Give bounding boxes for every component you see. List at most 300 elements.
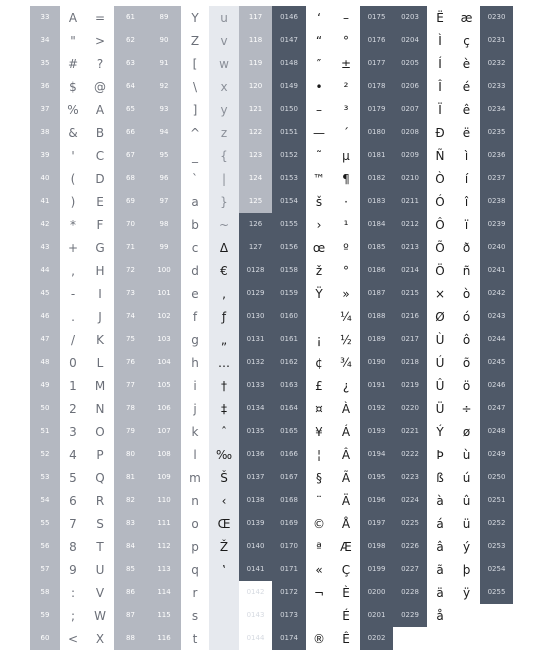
char-glyph: É: [342, 608, 350, 623]
char-glyph: b: [191, 217, 199, 232]
char-glyph: ]: [192, 102, 198, 117]
char-glyph: Δ: [219, 240, 229, 255]
char-code: 40: [40, 174, 50, 182]
char-glyph: q: [191, 562, 199, 577]
char-code: 0200: [367, 588, 386, 596]
char-glyph: h: [191, 355, 199, 370]
char-code: 109: [157, 473, 171, 481]
char-glyph: –: [316, 102, 322, 117]
char-code: 0173: [280, 611, 298, 619]
char-code: 66: [126, 128, 135, 136]
char-glyph: \: [192, 79, 198, 94]
char-code: 0198: [367, 542, 386, 550]
char-code: 0159: [280, 289, 298, 297]
char-glyph: â: [436, 539, 444, 554]
char-glyph: X: [95, 631, 105, 646]
char-code: 0197: [367, 519, 386, 527]
char-glyph: ‡: [221, 401, 227, 416]
char-glyph: 7: [69, 516, 77, 531]
char-code: 101: [157, 289, 171, 297]
char-code: 0146: [280, 13, 298, 21]
char-code: 113: [157, 565, 171, 573]
char-glyph: á: [436, 516, 444, 531]
char-glyph: ¶: [342, 171, 350, 186]
char-glyph: A: [68, 10, 78, 25]
char-code: 82: [126, 496, 135, 504]
char-glyph: û: [462, 493, 471, 508]
char-glyph: x: [220, 79, 228, 94]
char-code: 0196: [367, 496, 386, 504]
char-glyph: 5: [69, 470, 77, 485]
char-glyph: Þ: [436, 447, 444, 462]
char-code: 71: [126, 243, 135, 251]
char-glyph: Ã: [341, 470, 351, 485]
char-code: 0221: [401, 427, 419, 435]
char-glyph: [: [192, 56, 198, 71]
char-code: 52: [40, 450, 50, 458]
char-glyph: ñ: [462, 263, 471, 278]
char-glyph: §: [316, 470, 322, 485]
char-glyph: ð: [462, 240, 471, 255]
char-glyph: ¥: [315, 424, 323, 439]
char-glyph: Ø: [435, 309, 445, 324]
char-code: 0255: [487, 588, 506, 596]
char-glyph: Ÿ: [315, 286, 323, 301]
char-glyph: ¢: [315, 355, 323, 370]
char-code: 0241: [487, 266, 506, 274]
char-code: 0163: [280, 381, 298, 389]
char-code: 0177: [367, 59, 386, 67]
char-code: 68: [126, 174, 135, 182]
char-glyph: ~: [218, 217, 230, 232]
char-glyph: 3: [69, 424, 77, 439]
char-glyph: ´: [343, 125, 349, 140]
char-code: 0239: [487, 220, 506, 228]
char-glyph: V: [95, 585, 105, 600]
char-code: 117: [248, 13, 263, 21]
char-code: 0166: [280, 450, 298, 458]
char-glyph: ï: [464, 217, 469, 232]
char-glyph: y: [220, 102, 228, 117]
char-glyph: I: [98, 286, 102, 301]
char-glyph: z: [220, 125, 228, 140]
char-code: 0164: [280, 404, 298, 412]
char-code: 0223: [401, 473, 419, 481]
char-code: 110: [157, 496, 171, 504]
char-glyph: æ: [460, 10, 473, 25]
char-glyph: 1: [69, 378, 77, 393]
char-glyph: 0: [69, 355, 77, 370]
char-code: 107: [157, 427, 171, 435]
char-glyph: “: [315, 33, 323, 48]
char-code: 0233: [487, 82, 506, 90]
char-glyph: Ü: [435, 401, 445, 416]
char-code: 50: [40, 404, 50, 412]
char-code: 0169: [280, 519, 298, 527]
char-glyph: ë: [462, 125, 471, 140]
char-glyph: $: [69, 79, 77, 94]
char-glyph: o: [191, 516, 199, 531]
char-code: 42: [40, 220, 50, 228]
char-glyph: à: [436, 493, 444, 508]
char-code: 0227: [401, 565, 419, 573]
char-glyph: Ó: [435, 194, 445, 209]
char-glyph: À: [341, 401, 351, 416]
char-glyph: Ñ: [435, 148, 445, 163]
char-glyph: ': [71, 148, 75, 163]
char-glyph: F: [96, 217, 104, 232]
char-glyph: P: [96, 447, 104, 462]
char-code: 0149: [280, 82, 298, 90]
char-code: 0132: [246, 358, 265, 366]
char-code: 0225: [401, 519, 419, 527]
char-glyph: N: [95, 401, 105, 416]
char-glyph: v: [220, 33, 228, 48]
char-code: 94: [159, 128, 169, 136]
char-glyph: }: [220, 194, 228, 209]
char-code: 0185: [367, 243, 386, 251]
char-glyph: -: [70, 286, 76, 301]
char-glyph: È: [342, 585, 350, 600]
char-glyph: Å: [341, 516, 351, 531]
char-code: 118: [248, 36, 263, 44]
char-code: 59: [40, 611, 50, 619]
char-code: 108: [157, 450, 171, 458]
char-glyph: r: [192, 585, 198, 600]
char-code: 0175: [367, 13, 386, 21]
char-code: 0174: [280, 634, 298, 642]
char-code: 74: [126, 312, 135, 320]
char-code: 61: [126, 13, 135, 21]
char-code: 0130: [246, 312, 265, 320]
char-code: 0228: [401, 588, 419, 596]
char-glyph: ™: [313, 171, 325, 186]
char-code: 36: [40, 82, 50, 90]
char-code: 0150: [280, 105, 298, 113]
char-glyph: Ë: [436, 10, 444, 25]
char-code: 124: [248, 174, 263, 182]
char-code: 0178: [367, 82, 386, 90]
char-code: 0160: [280, 312, 298, 320]
char-glyph: >: [94, 33, 106, 48]
char-glyph: ú: [462, 470, 471, 485]
char-glyph: w: [219, 56, 229, 71]
char-glyph: A: [95, 102, 105, 117]
char-code: 99: [159, 243, 169, 251]
char-code: 122: [248, 128, 263, 136]
char-glyph: l: [193, 447, 197, 462]
char-code: 0141: [246, 565, 265, 573]
char-code: 0238: [487, 197, 506, 205]
char-glyph: š: [315, 194, 323, 209]
char-code: 0131: [246, 335, 265, 343]
char-code: 0165: [280, 427, 298, 435]
char-glyph: Ð: [435, 125, 445, 140]
char-glyph: ¼: [340, 309, 352, 324]
char-code: 0180: [367, 128, 386, 136]
char-code: 0129: [246, 289, 265, 297]
char-code: 0217: [401, 335, 419, 343]
char-glyph: 6: [69, 493, 77, 508]
char-code: 0170: [280, 542, 298, 550]
char-code: 0211: [401, 197, 419, 205]
char-glyph: ª: [316, 539, 322, 554]
char-code: 0201: [367, 611, 386, 619]
char-glyph: #: [67, 56, 79, 71]
char-glyph: d: [191, 263, 199, 278]
char-code: 111: [157, 519, 171, 527]
char-glyph: (: [70, 171, 76, 186]
char-glyph: ^: [189, 125, 201, 140]
char-code: 89: [159, 13, 169, 21]
char-code: 56: [40, 542, 50, 550]
char-glyph: ê: [462, 102, 471, 117]
char-code: 0243: [487, 312, 506, 320]
char-code: 0251: [487, 496, 506, 504]
char-glyph: ³: [343, 102, 349, 117]
char-glyph: Z: [190, 33, 200, 48]
char-glyph: 4: [69, 447, 77, 462]
char-glyph: u: [220, 10, 228, 25]
char-glyph: a: [191, 194, 199, 209]
char-glyph: œ: [312, 240, 326, 255]
char-glyph: ¤: [315, 401, 323, 416]
char-code: 0136: [246, 450, 265, 458]
char-glyph: —: [313, 125, 325, 140]
char-code: 0187: [367, 289, 386, 297]
char-glyph: &: [68, 125, 78, 140]
char-glyph: _: [192, 148, 198, 163]
char-glyph: µ: [342, 148, 350, 163]
char-glyph: L: [96, 355, 104, 370]
char-code: 90: [159, 36, 169, 44]
char-glyph: :: [70, 585, 76, 600]
char-glyph: /: [70, 332, 76, 347]
char-glyph: e: [191, 286, 199, 301]
char-glyph: <: [67, 631, 79, 646]
char-code: 0153: [280, 174, 298, 182]
char-glyph: U: [95, 562, 105, 577]
char-code: 57: [40, 565, 50, 573]
char-glyph: „: [220, 332, 228, 347]
char-code: 0248: [487, 427, 506, 435]
char-code: 73: [126, 289, 135, 297]
char-code: 0199: [367, 565, 386, 573]
char-code: 76: [126, 358, 135, 366]
char-code: 0229: [401, 611, 419, 619]
char-glyph: ¦: [316, 447, 322, 462]
char-code: 0156: [280, 243, 298, 251]
char-code: 88: [126, 634, 135, 642]
char-glyph: n: [191, 493, 199, 508]
char-code: 0203: [401, 13, 419, 21]
char-code: 0168: [280, 496, 298, 504]
char-code: 0235: [487, 128, 506, 136]
char-glyph: Ä: [341, 493, 351, 508]
char-code: 78: [126, 404, 135, 412]
char-code: 103: [157, 335, 171, 343]
char-glyph: ç: [463, 33, 470, 48]
char-code: 86: [126, 588, 135, 596]
char-code: 0171: [280, 565, 298, 573]
char-code: 0181: [367, 151, 386, 159]
char-glyph: J: [98, 309, 102, 324]
char-glyph: º: [343, 240, 349, 255]
char-glyph: °: [343, 33, 349, 48]
char-glyph: *: [70, 217, 76, 232]
char-glyph: 8: [69, 539, 77, 554]
char-code: 75: [126, 335, 135, 343]
char-code: 0183: [367, 197, 386, 205]
char-code: 119: [248, 59, 263, 67]
char-code: 0234: [487, 105, 506, 113]
char-code: 65: [126, 105, 135, 113]
char-code: 33: [40, 13, 50, 21]
char-code: 104: [157, 358, 171, 366]
char-glyph: –: [343, 10, 349, 25]
char-glyph: Î: [438, 79, 442, 94]
char-code: 45: [40, 289, 50, 297]
char-glyph: £: [315, 378, 323, 393]
char-code: 0152: [280, 151, 298, 159]
char-glyph: ‰: [215, 447, 233, 462]
char-code: 0218: [401, 358, 419, 366]
char-glyph: †: [221, 378, 227, 393]
char-code: 0249: [487, 450, 506, 458]
char-glyph: H: [95, 263, 105, 278]
char-code: 43: [40, 243, 50, 251]
char-glyph: ,: [222, 286, 226, 301]
char-code: 0214: [401, 266, 419, 274]
char-code: 0230: [487, 13, 506, 21]
char-code: 48: [40, 358, 50, 366]
char-glyph: k: [191, 424, 199, 439]
char-glyph: 9: [69, 562, 77, 577]
char-code: 106: [157, 404, 171, 412]
char-code: 0147: [280, 36, 298, 44]
char-glyph: è: [462, 56, 471, 71]
char-glyph: ö: [462, 378, 471, 393]
char-code: 0206: [401, 82, 419, 90]
char-code: 0172: [280, 588, 298, 596]
char-code: 115: [157, 611, 171, 619]
char-code: 0162: [280, 358, 298, 366]
char-glyph: f: [192, 309, 198, 324]
char-glyph: Ê: [342, 631, 350, 646]
char-glyph: ä: [436, 585, 444, 600]
char-glyph: C: [95, 148, 105, 163]
char-code: 0207: [401, 105, 419, 113]
char-glyph: G: [95, 240, 105, 255]
char-glyph: Ì: [438, 33, 442, 48]
char-code: 80: [126, 450, 135, 458]
char-glyph: @: [94, 79, 106, 94]
char-glyph: þ: [462, 562, 471, 577]
char-code: 0240: [487, 243, 506, 251]
char-glyph: 2: [69, 401, 77, 416]
char-code: 0143: [246, 611, 265, 619]
char-code: 0138: [246, 496, 265, 504]
char-code: 0128: [246, 266, 265, 274]
char-glyph: g: [191, 332, 199, 347]
char-glyph: j: [193, 401, 197, 416]
char-glyph: ¹: [343, 217, 349, 232]
char-code: 100: [157, 266, 171, 274]
char-code: 120: [248, 82, 263, 90]
char-code: 39: [40, 151, 50, 159]
char-glyph: ®: [313, 631, 325, 646]
char-code: 44: [40, 266, 50, 274]
char-code: 54: [40, 496, 50, 504]
char-code: 92: [159, 82, 169, 90]
char-code: 121: [248, 105, 263, 113]
char-code: 63: [126, 59, 135, 67]
char-glyph: ô: [462, 332, 471, 347]
char-glyph: Y: [191, 10, 199, 25]
char-code: 0205: [401, 59, 419, 67]
char-glyph: ¡: [316, 332, 322, 347]
char-code: 97: [159, 197, 169, 205]
char-code: 64: [126, 82, 135, 90]
char-glyph: ": [70, 33, 76, 48]
char-glyph: Ý: [436, 424, 444, 439]
char-code: 41: [40, 197, 50, 205]
char-code: 0184: [367, 220, 386, 228]
char-code: 0192: [367, 404, 386, 412]
char-glyph: ?: [96, 56, 104, 71]
char-glyph: ù: [462, 447, 471, 462]
char-code: 93: [159, 105, 169, 113]
char-code: 0195: [367, 473, 386, 481]
char-code: 98: [159, 220, 169, 228]
char-code: 81: [126, 473, 135, 481]
char-glyph: ±: [340, 56, 352, 71]
char-glyph: ‛: [222, 562, 226, 577]
char-code: 0191: [367, 381, 386, 389]
char-code: 102: [157, 312, 171, 320]
char-code: 53: [40, 473, 50, 481]
char-glyph: Á: [341, 424, 351, 439]
char-code: 0151: [280, 128, 298, 136]
char-code: 0202: [367, 634, 386, 642]
char-code: 0161: [280, 335, 298, 343]
char-glyph: ˜: [316, 148, 322, 163]
char-code: 95: [159, 151, 169, 159]
char-glyph: ‘: [317, 10, 321, 25]
char-code: 0213: [401, 243, 419, 251]
char-code: 0155: [280, 220, 298, 228]
char-code: 116: [157, 634, 171, 642]
char-code: 114: [157, 588, 171, 596]
char-code: 0194: [367, 450, 386, 458]
char-glyph: ü: [462, 516, 471, 531]
char-glyph: ã: [436, 562, 444, 577]
char-glyph: Ç: [341, 562, 351, 577]
char-glyph: K: [96, 332, 104, 347]
char-code: 0254: [487, 565, 506, 573]
char-code: 0219: [401, 381, 419, 389]
char-code: 87: [126, 611, 135, 619]
char-glyph: ‹: [221, 493, 227, 508]
char-code: 55: [40, 519, 50, 527]
char-code: 0137: [246, 473, 265, 481]
char-code: 0133: [246, 381, 265, 389]
char-code: 0148: [280, 59, 298, 67]
char-glyph: Š: [220, 470, 228, 485]
char-glyph: W: [94, 608, 106, 623]
char-glyph: %: [67, 102, 79, 117]
char-code: 126: [248, 220, 263, 228]
